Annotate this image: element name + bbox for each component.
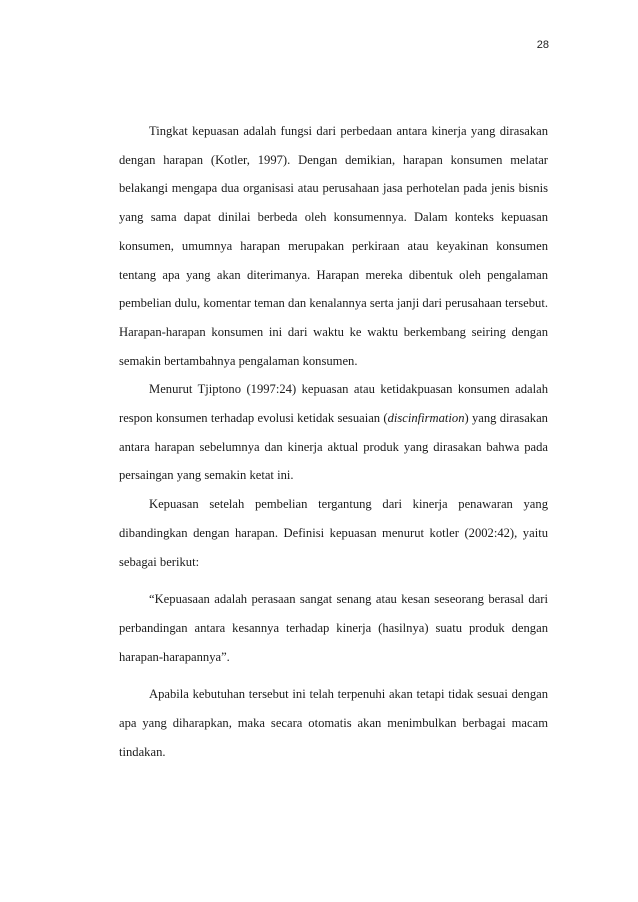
paragraph-tjiptono-text-before: Menurut Tjiptono (1997:24) kepuasan atau ketidakpuasan konsumen adalah respon konsumen terhadap evolusi ketidak sesuaian ( xyxy=(119,382,548,426)
body-text xyxy=(119,117,548,766)
paragraph-kepuasan-setelah-pembelian: Kepuasan setelah pembelian tergantung dari kinerja penawaran yang dibandingkan dengan harapan. Definisi kepuasan menurut kotler (2002:42), yaitu sebagai berikut: xyxy=(119,497,548,569)
paragraph-tjiptono-text-after: ) yang dirasakan antara harapan sebelumnya dan kinerja aktual produk yang dirasakan bahwa pada persaingan yang semakin ketat ini. xyxy=(119,411,548,483)
page-number: 28 xyxy=(536,39,549,51)
paragraph-apabila-kebutuhan: Apabila kebutuhan tersebut ini telah terpenuhi akan tetapi tidak sesuai dengan apa yang diharapkan, maka secara otomatis akan menimbulkan berbagai macam tindakan. xyxy=(119,687,548,759)
italic-term-discinfirmation: discinfirmation xyxy=(387,411,465,426)
paragraph-tjiptono-definition xyxy=(119,375,548,490)
paragraph-kepuasan-fungsi: Tingkat kepuasan adalah fungsi dari perbedaan antara kinerja yang dirasakan dengan harapan (Kotler, 1997). Dengan demikian, harapan konsumen melatar belakangi mengapa dua organisasi atau perusahaan jasa perhotelan pada jenis bisnis yang sama dapat dinilai berbeda oleh konsumennya. Dalam konteks kepuasan konsumen, umumnya harapan merupakan perkiraan atau keyakinan konsumen tentang apa yang akan diterimanya. Harapan mereka dibentuk oleh pengalaman pembelian dulu, komentar teman dan kenalannya serta janji dari perusahaan tersebut. Harapan-harapan konsumen ini dari waktu ke waktu berkembang seiring dengan semakin bertambahnya pengalaman konsumen. xyxy=(119,124,548,368)
paragraph-kotler-quote: “Kepuasaan adalah perasaan sangat senang atau kesan seseorang berasal dari perbandingan antara kesannya terhadap kinerja (hasilnya) suatu produk dengan harapan-harapannya”. xyxy=(119,592,548,664)
